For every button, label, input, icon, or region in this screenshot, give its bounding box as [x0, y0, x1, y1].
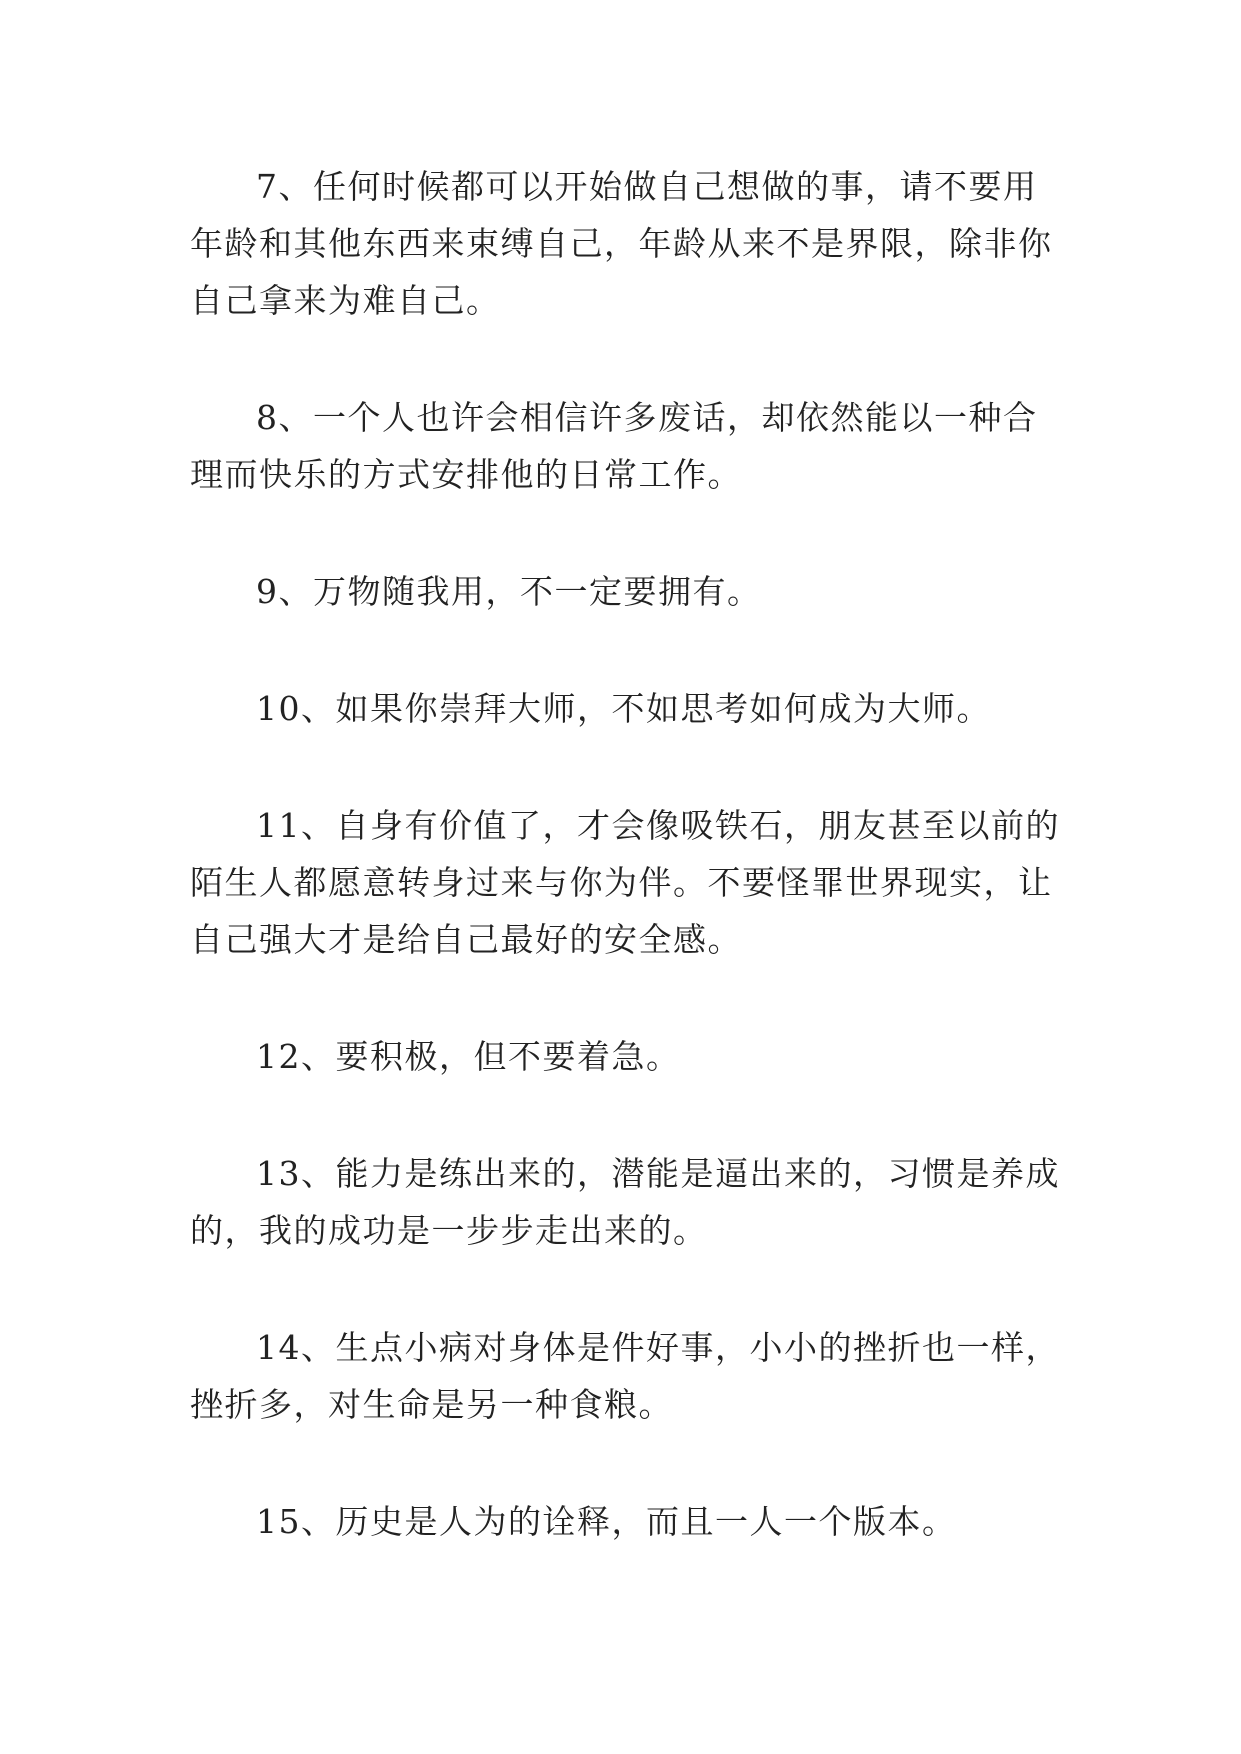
quote-paragraph-9: 9、万物随我用，不一定要拥有。: [256, 572, 762, 611]
quote-paragraph-15: 15、历史是人为的诠释，而且一人一个版本。: [256, 1502, 957, 1541]
quote-paragraph-12: 12、要积极，但不要着急。: [256, 1037, 681, 1076]
quote-paragraph-7: 7、任何时候都可以开始做自己想做的事，请不要用年龄和其他东西来束缚自己，年龄从来不是界限，除非你自己拿来为难自己。: [190, 167, 1053, 320]
document-body: [190, 158, 1060, 1550]
quote-paragraph-14: 14、生点小病对身体是件好事，小小的挫折也一样，挫折多，对生命是另一种食粮。: [190, 1328, 1060, 1424]
quote-paragraph-8: 8、一个人也许会相信许多废话，却依然能以一种合理而快乐的方式安排他的日常工作。: [190, 398, 1038, 494]
quote-paragraph-10: 10、如果你崇拜大师，不如思考如何成为大师。: [256, 689, 991, 728]
quote-paragraph-11: 11、自身有价值了，才会像吸铁石，朋友甚至以前的陌生人都愿意转身过来与你为伴。不要怪罪世界现实，让自己强大才是给自己最好的安全感。: [190, 806, 1060, 959]
quote-paragraph-13: 13、能力是练出来的，潜能是逼出来的，习惯是养成的，我的成功是一步步走出来的。: [190, 1154, 1060, 1250]
